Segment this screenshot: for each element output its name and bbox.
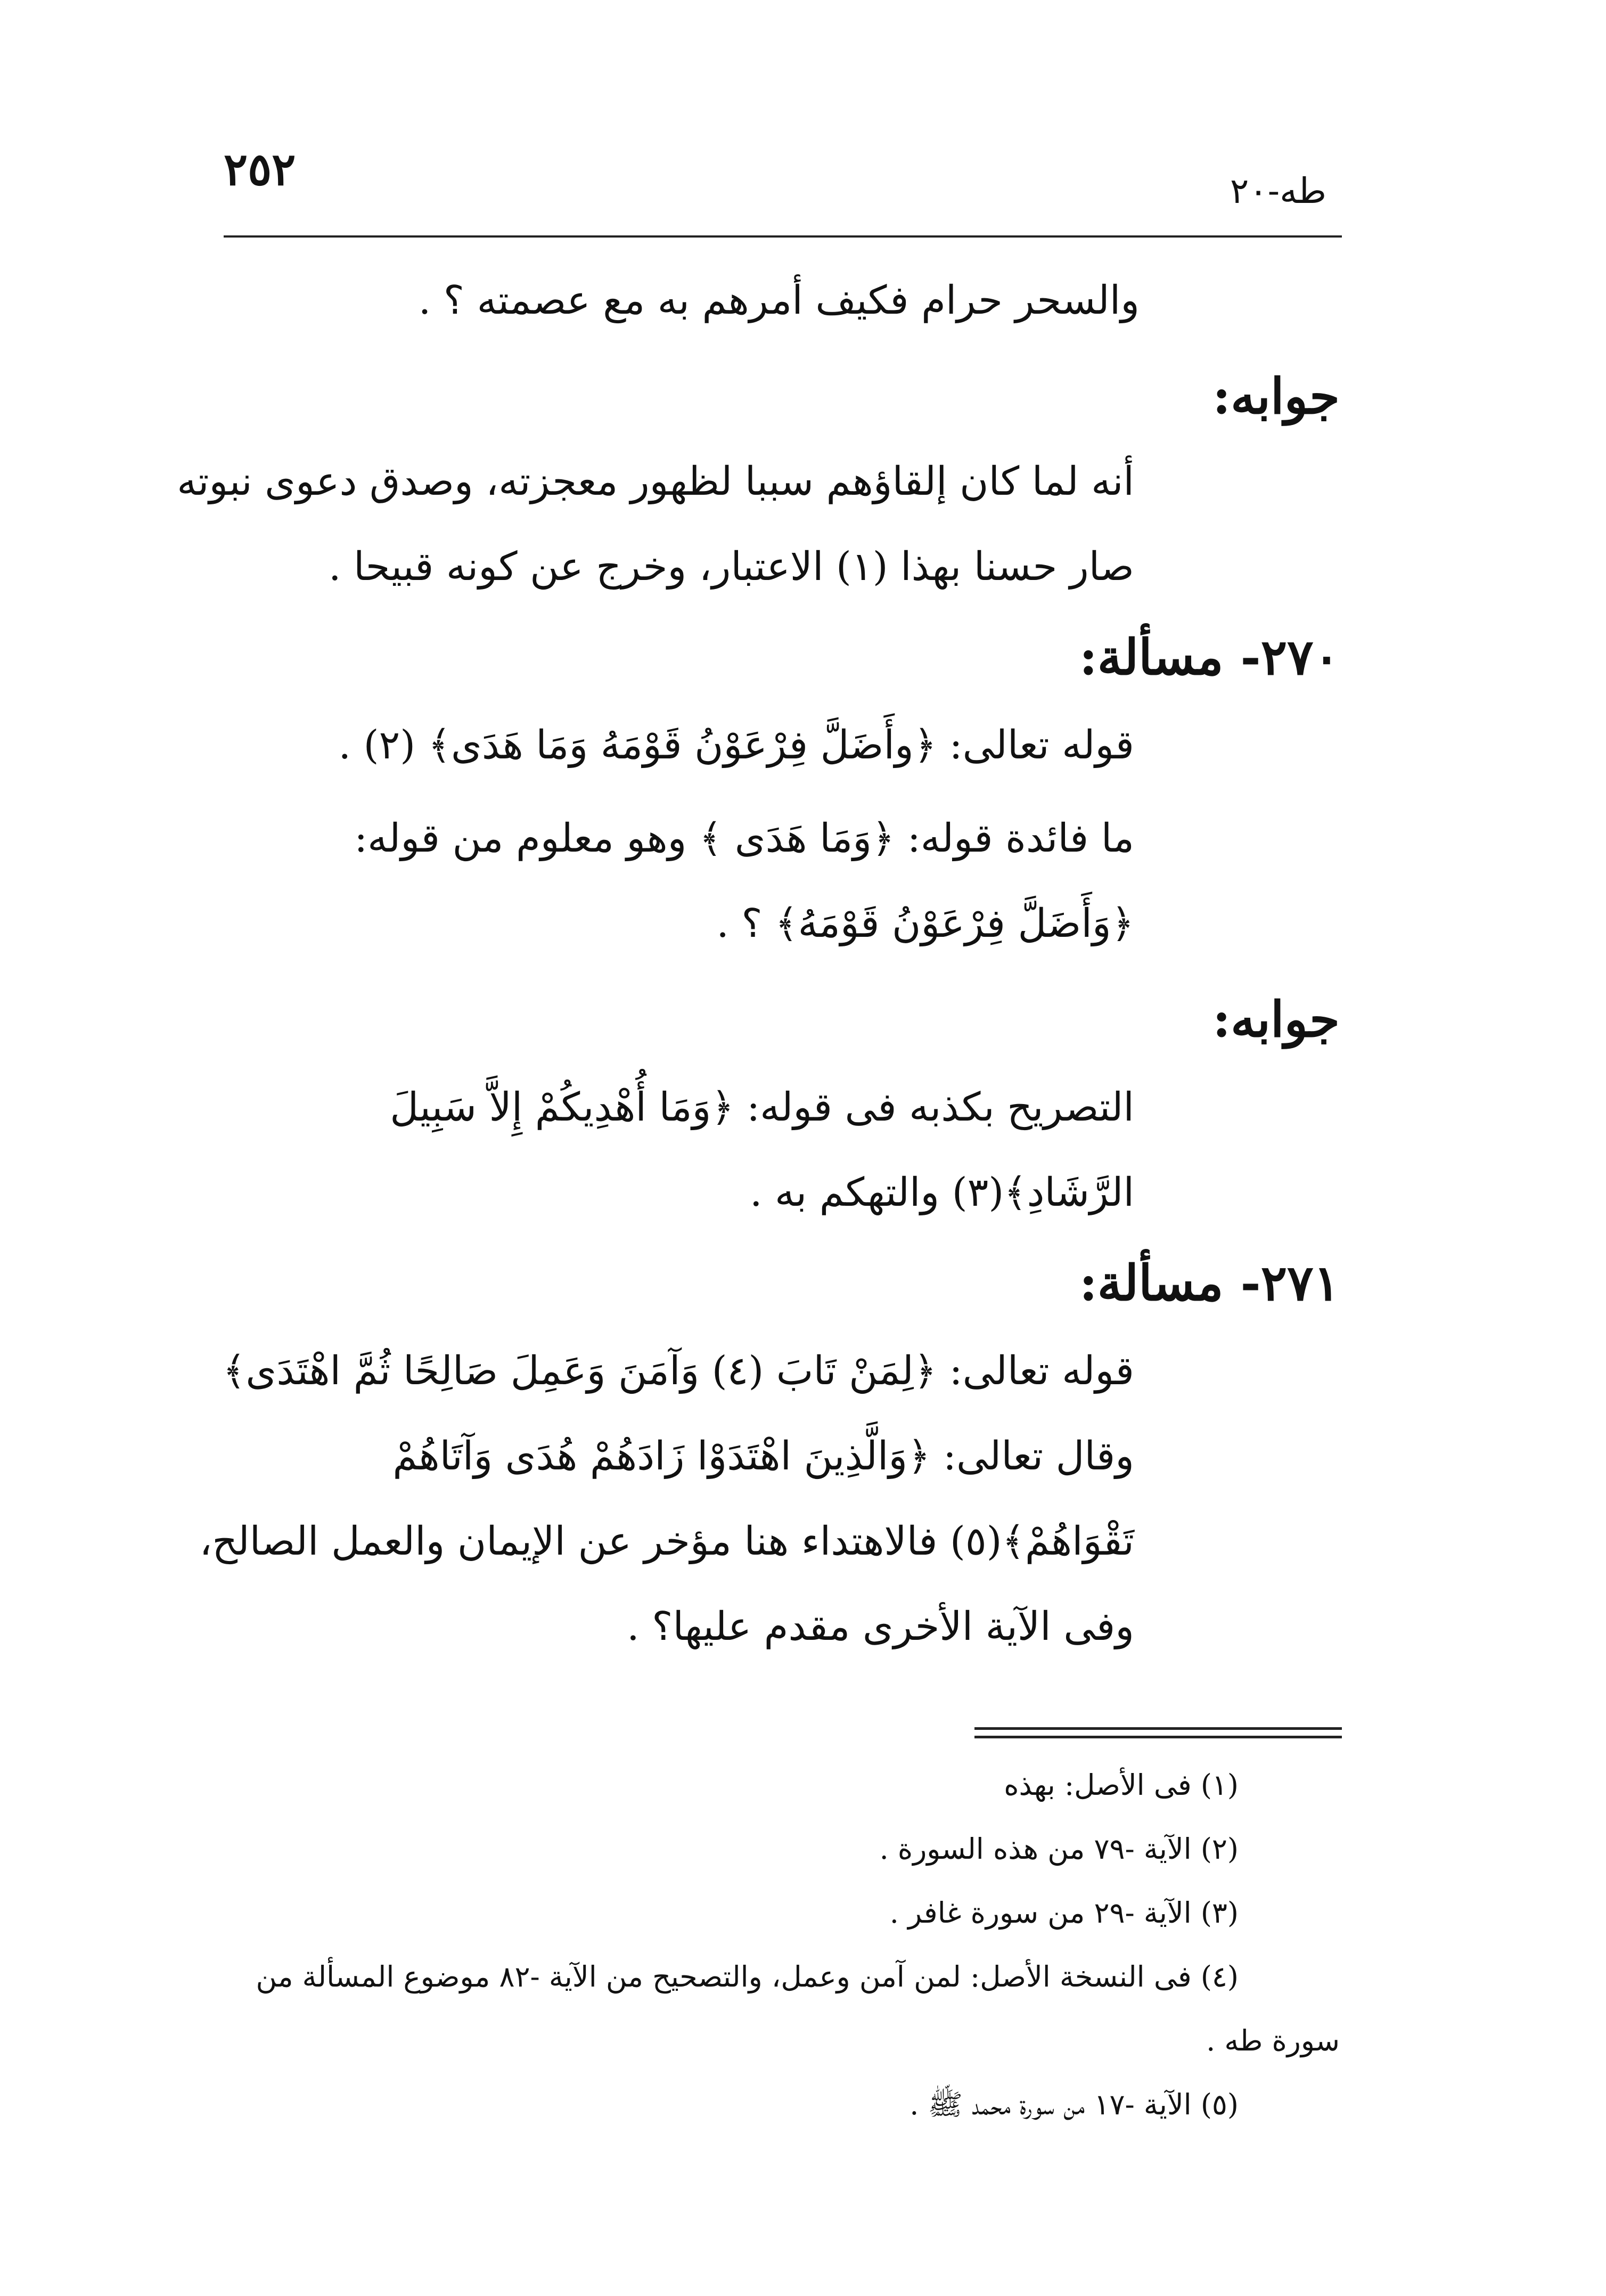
footnote: (٤) فى النسخة الأصل: لمن آمن وعمل، والتصحيح من الآية -٨٢ موضوع المسألة من (256, 1960, 1239, 1993)
text-line: ما فائدة قوله: ﴿وَمَا هَدَى ﴾ وهو معلوم من قوله: (354, 815, 1134, 861)
text-line: والسحر حرام فكيف أمرهم به مع عصمته ؟ . (418, 277, 1140, 323)
text-line: صار حسنا بهذا (١) الاعتبار، وخرج عن كونه قبيحا . (329, 544, 1134, 590)
text-line: أنه لما كان إلقاؤهم سببا لظهور معجزته، وصدق دعوى نبوته (177, 459, 1134, 504)
text-line: تَقْوَاهُمْ﴾(٥) فالاهتداء هنا مؤخر عن الإيمان والعمل الصالح، (199, 1518, 1134, 1564)
text-line: قوله تعالى: ﴿وأَضَلَّ فِرْعَوْنُ قَوْمَهُ وَمَا هَدَى﴾ (٢) . (338, 722, 1134, 768)
footnote: سورة طه . (1206, 2024, 1340, 2057)
text-line: وقال تعالى: ﴿وَالَّذِينَ اهْتَدَوْا زَادَهُمْ هُدَى وَآتَاهُمْ (392, 1433, 1134, 1479)
question-heading: ٢٧١- مسألة: (1079, 1254, 1340, 1312)
footnote: (٥) الآية -١٧ من سورة محمد ﷺ . (909, 2088, 1239, 2121)
header-rule (224, 235, 1342, 238)
footnote-rule (974, 1736, 1342, 1738)
page-number: ٢٥٢ (224, 143, 296, 195)
footnote: (٣) الآية -٢٩ من سورة غافر . (889, 1896, 1239, 1930)
text-line: وفى الآية الأخرى مقدم عليها؟ . (627, 1604, 1134, 1649)
text-line: قوله تعالى: ﴿لِمَنْ تَابَ (٤) وَآمَنَ وَعَمِلَ صَالِحًا ثُمَّ اهْتَدَى﴾ (223, 1348, 1134, 1394)
text-line: التصريح بكذبه فى قوله: ﴿وَمَا أُهْدِيكُمْ إِلاَّ سَبِيلَ (390, 1084, 1134, 1130)
question-heading: ٢٧٠- مسألة: (1079, 628, 1340, 686)
text-line: ﴿وَأَضَلَّ فِرْعَوْنُ قَوْمَهُ﴾ ؟ . (716, 901, 1134, 946)
answer-heading: جوابه: (1212, 367, 1340, 425)
footnote: (١) فى الأصل: بهذه (1004, 1768, 1239, 1802)
text-line: الرَّشَادِ﴾(٣) والتهكم به . (749, 1170, 1134, 1215)
footnote-rule (974, 1727, 1342, 1730)
running-header-sura: طه-٢٠ (1230, 170, 1326, 211)
footnote: (٢) الآية -٧٩ من هذه السورة . (879, 1832, 1239, 1866)
answer-heading: جوابه: (1212, 991, 1340, 1048)
